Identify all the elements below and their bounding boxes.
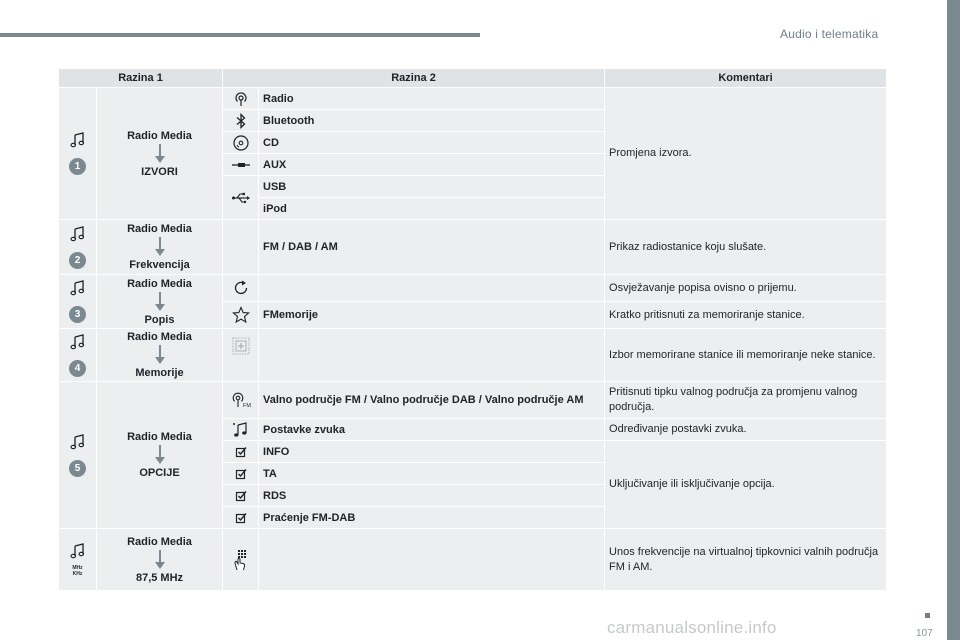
band-icon-cell	[223, 382, 259, 419]
comment-band: Pritisnuti tipku valnog područja za promjenu valnog područja.	[605, 382, 887, 419]
radio-icon-cell	[223, 88, 259, 110]
aux-icon	[232, 160, 250, 170]
mhz-khz-badge	[59, 565, 96, 577]
option-ipod: iPod	[259, 198, 605, 220]
page-marker	[925, 613, 930, 618]
aux-icon-cell	[223, 154, 259, 176]
group-2-icon	[59, 220, 97, 275]
comment-sound: Određivanje postavki zvuka.	[605, 419, 887, 441]
arrow-down-icon	[155, 292, 165, 312]
page-number: 107	[916, 628, 933, 639]
check-icon-cell	[223, 485, 259, 507]
path-level-a: Radio Media	[127, 331, 192, 343]
refresh-icon	[232, 279, 250, 297]
header-rule	[0, 33, 480, 37]
option-fm-dab: Praćenje FM-DAB	[259, 507, 605, 529]
arrow-down-icon	[155, 144, 165, 164]
checkbox-icon	[235, 512, 247, 524]
step-badge: 1	[69, 158, 86, 175]
music-note-icon	[69, 226, 87, 242]
sound-icon-cell	[223, 419, 259, 441]
group-5-path	[97, 382, 223, 529]
music-note-icon	[69, 280, 87, 296]
option-fmemories: FMemorije	[259, 302, 605, 329]
svg-text:FM: FM	[242, 403, 251, 409]
bluetooth-icon-cell	[223, 110, 259, 132]
comment-options: Uključivanje ili isključivanje opcija.	[605, 441, 887, 529]
path-level-b: OPCIJE	[139, 467, 180, 479]
check-icon-cell	[223, 463, 259, 485]
comment-preset: Izbor memorirane stanice ili memoriranje neke stanice.	[605, 329, 887, 382]
section-title: Audio i telematika	[780, 27, 879, 41]
path-level-a: Radio Media	[127, 277, 192, 290]
preset-plus-icon	[231, 337, 251, 355]
side-strip	[947, 0, 960, 640]
arrow-down-icon	[155, 237, 165, 257]
option-ta: TA	[259, 463, 605, 485]
header-comments: Komentari	[605, 69, 887, 88]
empty-icon-cell	[223, 220, 259, 275]
usb-icon-cell	[223, 176, 259, 220]
path-level-b: 87,5 MHz	[135, 571, 184, 584]
music-note-icon	[69, 434, 87, 450]
arrow-down-icon	[155, 345, 165, 365]
mhz-label: MHz	[72, 564, 83, 571]
group-3-path	[97, 275, 223, 329]
group-1-path	[97, 88, 223, 220]
option-info: INFO	[259, 441, 605, 463]
step-badge: 4	[69, 360, 86, 377]
step-badge: 2	[69, 252, 86, 269]
path-level-a: Radio Media	[127, 431, 192, 443]
radio-icon	[233, 91, 249, 107]
group-4-path	[97, 329, 223, 382]
path-level-b: Frekvencija	[129, 259, 190, 271]
path-level-b: Memorije	[135, 367, 184, 379]
arrow-down-icon	[155, 445, 165, 465]
music-note-icon	[69, 334, 87, 350]
step-badge: 3	[69, 306, 86, 323]
comment-sources: Promjena izvora.	[605, 88, 887, 220]
header-level-2: Razina 2	[223, 69, 605, 88]
path-level-b: IZVORI	[141, 165, 178, 178]
comment-memorize: Kratko pritisnuti za memoriranje stanice.	[605, 302, 887, 329]
radio-fm-icon	[230, 391, 252, 409]
group-3-icon	[59, 275, 97, 329]
cd-icon	[233, 135, 249, 151]
option-bands: FM / DAB / AM	[259, 220, 605, 275]
option-band: Valno područje FM / Valno područje DAB / Valno područje AM	[259, 382, 605, 419]
comment-refresh: Osvježavanje popisa ovisno o prijemu.	[605, 275, 887, 302]
path-level-b: Popis	[144, 313, 175, 326]
music-note-icon	[69, 543, 87, 559]
check-icon-cell	[223, 507, 259, 529]
comment-frequency: Prikaz radiostanice koju slušate.	[605, 220, 887, 275]
group-2-path	[97, 220, 223, 275]
checkbox-icon	[235, 446, 247, 458]
cd-icon-cell	[223, 132, 259, 154]
option-usb: USB	[259, 176, 605, 198]
option-cd: CD	[259, 132, 605, 154]
option-refresh	[259, 275, 605, 302]
group-5-icon	[59, 382, 97, 529]
usb-icon	[232, 192, 250, 204]
option-keypad	[259, 529, 605, 591]
watermark: carmanualsonline.info	[607, 618, 777, 637]
checkbox-icon	[235, 468, 247, 480]
path-level-a: Radio Media	[127, 129, 192, 142]
option-aux: AUX	[259, 154, 605, 176]
option-radio: Radio	[259, 88, 605, 110]
option-rds: RDS	[259, 485, 605, 507]
refresh-icon-cell	[223, 275, 259, 302]
khz-label: KHz	[72, 570, 83, 577]
keypad-touch-icon	[232, 549, 250, 571]
star-icon-cell	[223, 302, 259, 329]
option-preset	[259, 329, 605, 382]
group-1-icon	[59, 88, 97, 220]
option-sound: Postavke zvuka	[259, 419, 605, 441]
option-bluetooth: Bluetooth	[259, 110, 605, 132]
checkbox-icon	[235, 490, 247, 502]
star-icon	[232, 306, 250, 324]
path-level-a: Radio Media	[127, 223, 192, 235]
music-note-icon	[69, 132, 87, 148]
check-icon-cell	[223, 441, 259, 463]
preset-icon-cell	[223, 329, 259, 382]
keypad-icon-cell	[223, 529, 259, 591]
header-level-1: Razina 1	[59, 69, 223, 88]
arrow-down-icon	[155, 550, 165, 570]
path-level-a: Radio Media	[127, 535, 192, 548]
sound-settings-icon	[232, 422, 250, 438]
group-6-icon	[59, 529, 97, 591]
group-6-path	[97, 529, 223, 591]
bluetooth-icon	[235, 113, 247, 129]
group-4-icon	[59, 329, 97, 382]
step-badge: 5	[69, 460, 86, 477]
comment-keypad: Unos frekvencije na virtualnoj tipkovnici valnih područja FM i AM.	[605, 529, 887, 591]
menu-table	[58, 68, 887, 591]
